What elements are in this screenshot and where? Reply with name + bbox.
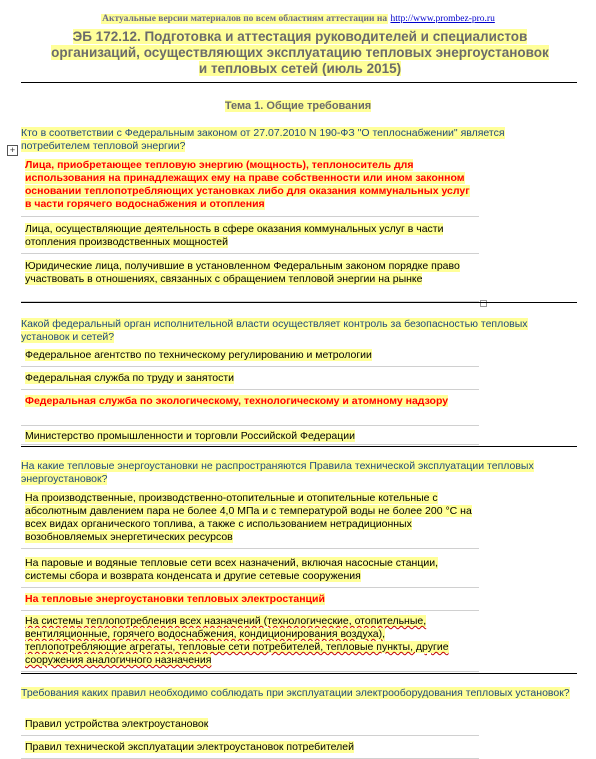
- question-3-text: На какие тепловые энергоустановки не распространяются Правила технической эксплуатации тепловых энергоустановок?: [21, 460, 534, 485]
- question-divider-2: [21, 446, 577, 447]
- title-line-3: и тепловых сетей (июль 2015): [198, 61, 402, 76]
- header-line: [0, 14, 596, 24]
- answer-text: Юридические лица, получившие в установленном Федеральным законом порядке право участвовать в отношениях, связанных с обращением тепловой энергии на рынке: [25, 260, 460, 285]
- question-1: [21, 127, 571, 153]
- answer-1-1: [21, 157, 479, 217]
- header-link[interactable]: http://www.prombez-pro.ru: [390, 14, 495, 24]
- answer-2-2: [21, 370, 479, 390]
- title-divider: [21, 82, 577, 83]
- answer-text: На тепловые энергоустановки тепловых электростанций: [25, 593, 325, 605]
- question-2: [21, 318, 571, 344]
- question-1-text: Кто в соответствии с Федеральным законом от 27.07.2010 N 190-ФЗ "О теплоснабжении" является потребителем тепловой энергии?: [21, 127, 505, 152]
- answer-3-3: [21, 591, 479, 611]
- answer-text: На производственные, производственно-отопительные и отопительные котельные с абсолютным давлением пара не более 4,0 МПа и с температурой воды не более 200 °С на всех видах органического топлива, а также с использованием нетрадиционных возобновляемых энергетических ресурсов: [25, 492, 472, 543]
- answer-text: Федеральная служба по труду и занятости: [25, 372, 235, 384]
- answer-2-1: [21, 347, 479, 367]
- answer-2-4: [21, 428, 479, 445]
- question-3: [21, 460, 571, 486]
- answer-text: Лица, осуществляющие деятельность в сфере оказания коммунальных услуг в части отопления производственных мощностей: [25, 223, 444, 248]
- answer-text: На системы теплопотребления всех назначений (технологические, отопительные, вентиляционные, горячего водоснабжения, кондиционирования воздуха), теплопотребляющие агрегаты, тепловые сети потребителей, тепловые пункты, другие сооружения аналогичного назначения: [25, 615, 449, 666]
- answer-text: Министерство промышленности и торговли Российской Федерации: [25, 430, 355, 442]
- header-text: Актуальные версии материалов по всем областиям аттестации на: [102, 14, 388, 24]
- answer-3-2: [21, 555, 479, 588]
- topic-heading: [0, 100, 596, 112]
- question-divider-1: [21, 302, 577, 303]
- answer-text: Правил технической эксплуатации электроустановок потребителей: [25, 741, 354, 753]
- answer-1-2: [21, 221, 479, 254]
- answer-text: Лица, приобретающее тепловую энергию (мощность), теплоноситель для использования на принадлежащих ему на праве собственности или ином законном основании теплопотребляющих установках либо для оказания коммунальных услуг в части горячего водоснабжения и отопления: [25, 159, 470, 210]
- answer-4-2: [21, 739, 479, 759]
- answer-3-1: [21, 490, 479, 549]
- question-4: [21, 687, 571, 700]
- answer-text: На паровые и водяные тепловые сети всех назначений, включая насосные станции, системы сбора и возврата конденсата и другие сетевые сооружения: [25, 557, 439, 582]
- title-line-2: организаций, осуществляющих эксплуатацию тепловых энергоустановок: [51, 45, 549, 60]
- question-2-text: Какой федеральный орган исполнительной власти осуществляет контроль за безопасностью тепловых установок и сетей?: [21, 318, 528, 343]
- topic-text: Тема 1. Общие требования: [224, 100, 372, 112]
- question-divider-3: [21, 673, 577, 674]
- answer-text: Правил устройства электроустановок: [25, 718, 209, 730]
- answer-text: Федеральное агентство по техническому регулированию и метрологии: [25, 349, 372, 361]
- answer-1-3: [21, 258, 479, 302]
- table-move-handle-icon[interactable]: +: [7, 145, 18, 156]
- answer-4-1: [21, 716, 479, 736]
- answer-3-4: [21, 613, 479, 672]
- page-title: [40, 29, 560, 77]
- question-4-text: Требования каких правил необходимо соблюдать при эксплуатации электрооборудования тепловых установок?: [21, 687, 570, 699]
- title-line-1: ЭБ 172.12. Подготовка и аттестация руководителей и специалистов: [72, 29, 528, 44]
- answer-2-3: [21, 393, 479, 426]
- answer-text: Федеральная служба по экологическому, технологическому и атомному надзору: [25, 395, 449, 407]
